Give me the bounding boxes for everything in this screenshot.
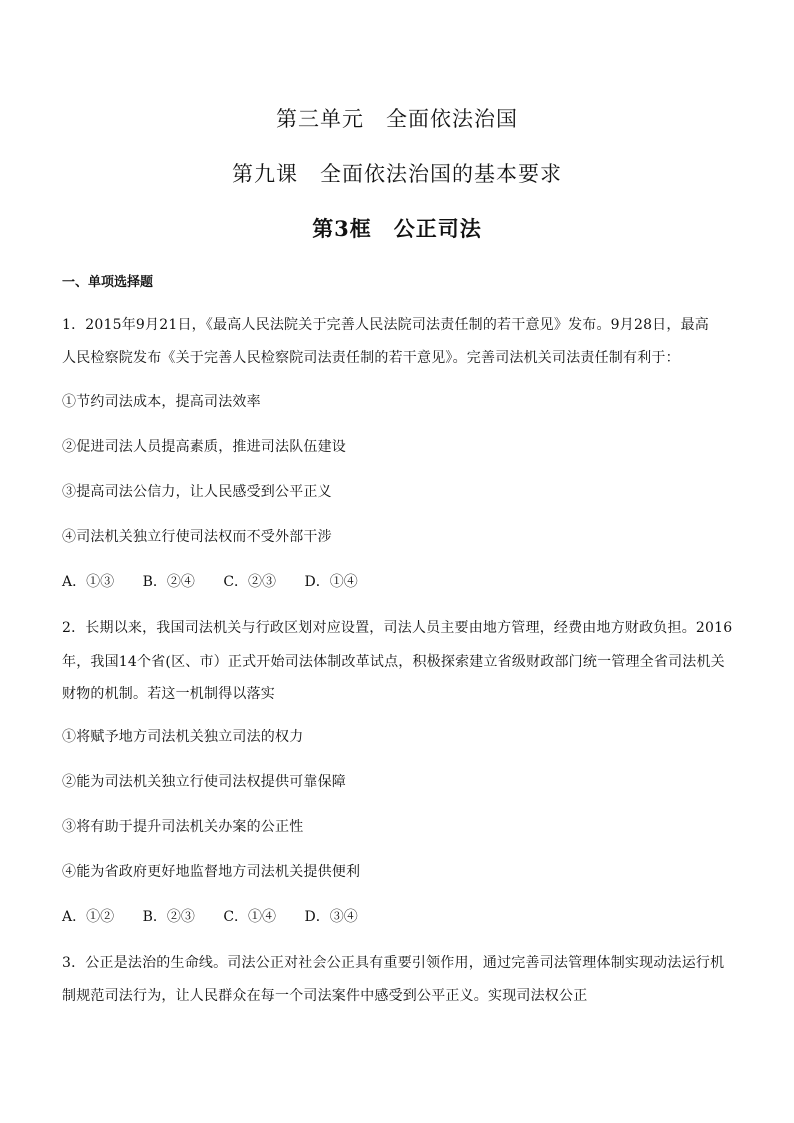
q3-stem-line-1: 3．公正是法治的生命线。司法公正对社会公正具有重要引领作用，通过完善司法管理体制实现动法运行机 (62, 955, 725, 971)
q1-option-c[interactable]: C．②③ (223, 574, 277, 590)
q1-stem-line-1: 1．2015年9月21日，《最高人民法院关于完善人民法院司法责任制的若干意见》发布。9月28日，最高 (62, 317, 709, 333)
q1-item-2: ②促进司法人员提高素质，推进司法队伍建设 (62, 439, 346, 455)
q1-option-d[interactable]: D．①④ (304, 574, 358, 590)
q2-stem-line-1: 2．长期以来，我国司法机关与行政区划对应设置，司法人员主要由地方管理，经费由地方财政负担。2016 (62, 620, 733, 636)
q2-stem-line-3: 财物的机制。若这一机制得以落实 (62, 686, 275, 702)
q2-option-b[interactable]: B．②③ (142, 909, 195, 925)
lesson-title: 第九课 全面依法治国的基本要求 (232, 162, 562, 186)
q2-item-4: ④能为省政府更好地监督地方司法机关提供便利 (62, 864, 361, 880)
q1-options (62, 571, 382, 591)
section-heading: 一、单项选择题 (62, 275, 154, 290)
q1-item-3: ③提高司法公信力，让人民感受到公平正义 (62, 484, 332, 500)
q2-options (62, 906, 382, 926)
unit-title: 第三单元 全面依法治国 (276, 107, 518, 131)
q2-item-2: ②能为司法机关独立行使司法权提供可靠保障 (62, 774, 346, 790)
q2-option-a[interactable]: A．①② (62, 909, 115, 925)
q1-option-b[interactable]: B．②④ (142, 574, 195, 590)
q2-item-3: ③将有助于提升司法机关办案的公正性 (62, 819, 304, 835)
q1-stem-line-2: 人民检察院发布《关于完善人民检察院司法责任制的若干意见》。完善司法机关司法责任制有利于： (62, 350, 680, 366)
q1-item-1: ①节约司法成本，提高司法效率 (62, 394, 261, 410)
q1-item-4: ④司法机关独立行使司法权而不受外部干涉 (62, 529, 332, 545)
q1-option-a[interactable]: A．①③ (62, 574, 115, 590)
q2-stem-line-2: 年，我国14个省(区、市）正式开始司法体制改革试点，积极探索建立省级财政部门统一管理全省司法机关 (62, 654, 725, 670)
q2-item-1: ①将赋予地方司法机关独立司法的权力 (62, 729, 304, 745)
q3-stem-line-2: 制规范司法行为，让人民群众在每一个司法案件中感受到公平正义。实现司法权公正 (62, 988, 588, 1004)
frame-title: 第3框 公正司法 (312, 216, 482, 241)
q2-option-c[interactable]: C．①④ (223, 909, 277, 925)
q2-option-d[interactable]: D．③④ (304, 909, 358, 925)
